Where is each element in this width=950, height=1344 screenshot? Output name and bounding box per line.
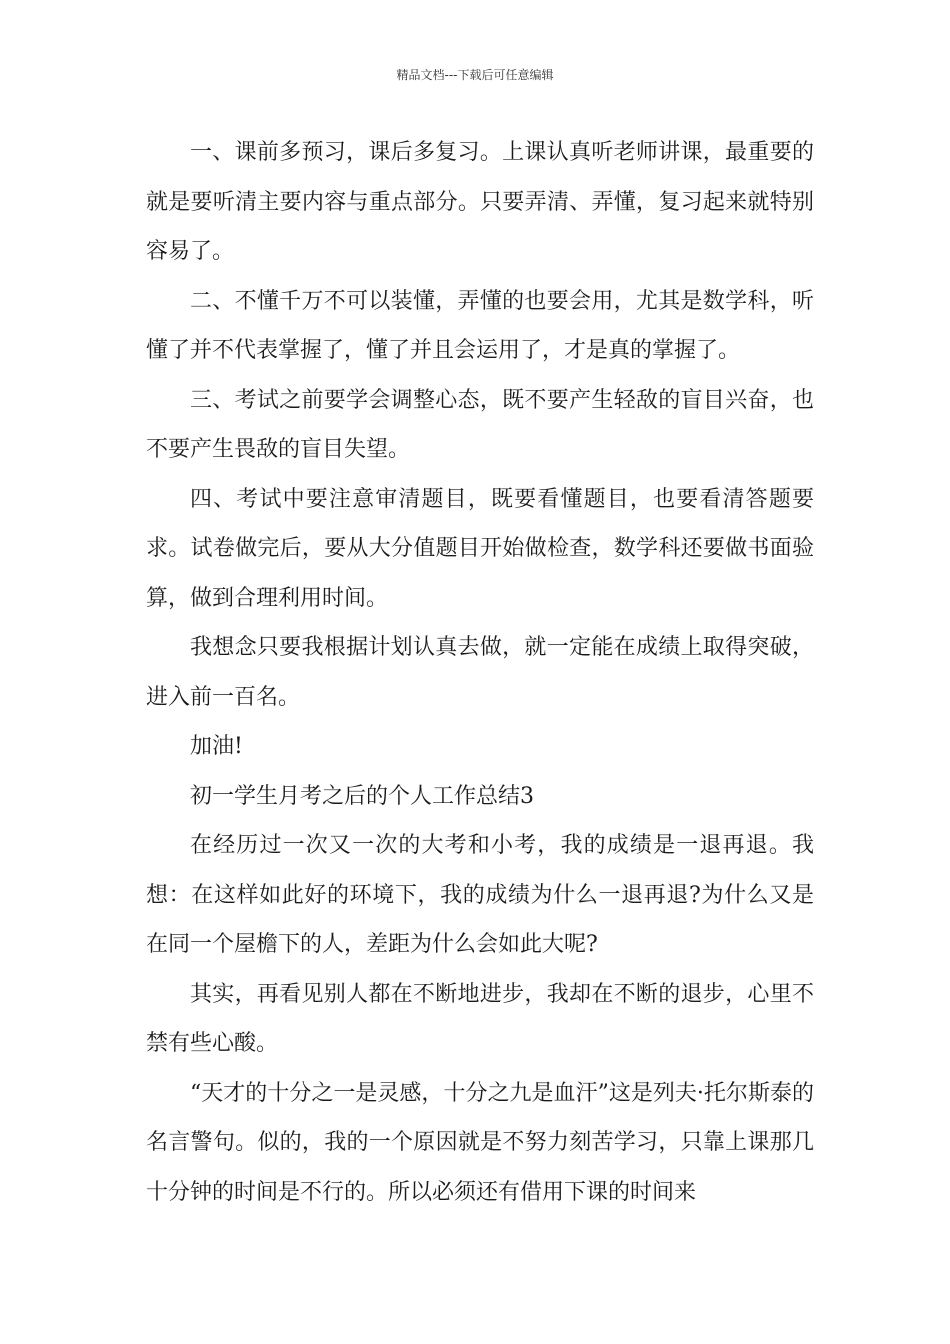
document-body xyxy=(146,128,814,1217)
paragraph-6: 加油! xyxy=(190,734,243,759)
section-title: 初一学生月考之后的个人工作总结3 xyxy=(190,783,534,809)
paragraph-8: 其实，再看见别人都在不断地进步，我却在不断的退步，心里不禁有些心酸。 xyxy=(146,981,814,1056)
paragraph-3: 三、考试之前要学会调整心态，既不要产生轻敌的盲目兴奋，也不要产生畏敌的盲目失望。 xyxy=(146,387,814,462)
paragraph-1: 一、课前多预习，课后多复习。上课认真听老师讲课，最重要的就是要听清主要内容与重点部分。只要弄清、弄懂，复习起来就特别容易了。 xyxy=(146,140,814,264)
paragraph-5: 我想念只要我根据计划认真去做，就一定能在成绩上取得突破，进入前一百名。 xyxy=(146,635,814,710)
paragraph-2: 二、不懂千万不可以装懂，弄懂的也要会用，尤其是数学科，听懂了并不代表掌握了，懂了并且会运用了，才是真的掌握了。 xyxy=(146,288,814,363)
paragraph-9: “天才的十分之一是灵感，十分之九是血汗”这是列夫·托尔斯泰的名言警句。似的，我的一个原因就是不努力刻苦学习，只靠上课那几十分钟的时间是不行的。所以必须还有借用下课的时间来 xyxy=(146,1080,814,1205)
page-header: 精品文档---下载后可任意编辑 xyxy=(396,68,554,82)
paragraph-7: 在经历过一次又一次的大考和小考，我的成绩是一退再退。我想：在这样如此好的环境下，我的成绩为什么一退再退?为什么又是在同一个屋檐下的人，差距为什么会如此大呢? xyxy=(146,833,814,957)
paragraph-4: 四、考试中要注意审清题目，既要看懂题目，也要看清答题要求。试卷做完后，要从大分值题目开始做检查，数学科还要做书面验算，做到合理利用时间。 xyxy=(146,486,814,611)
